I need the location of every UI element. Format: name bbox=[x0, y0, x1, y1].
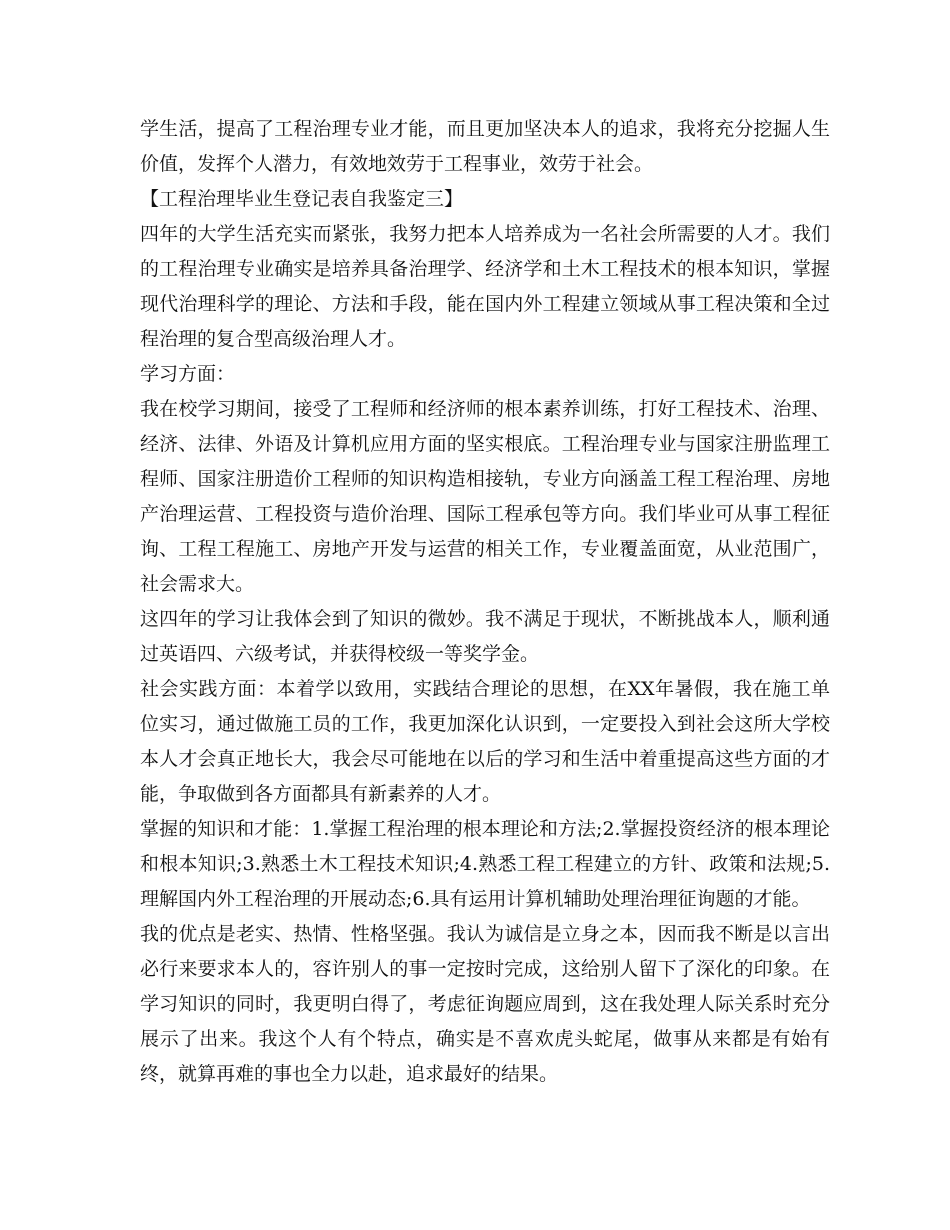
section-heading: 【工程治理毕业生登记表自我鉴定三】 bbox=[140, 188, 464, 210]
paragraph-achievement: 这四年的学习让我体会到了知识的微妙。我不满足于现状，不断挑战本人，顺利通过英语四、六级考试，并获得校级一等奖学金。 bbox=[140, 608, 830, 665]
paragraph-skills: 掌握的知识和才能：1.掌握工程治理的根本理论和方法;2.掌握投资经济的根本理论和根本知识;3.熟悉土木工程技术知识;4.熟悉工程工程建立的方针、政策和法规;5.理解国内外工程治理的开展动态;6.具有运用计算机辅助处理治理征询题的才能。 bbox=[140, 818, 830, 910]
paragraph-strengths: 我的优点是老实、热情、性格坚强。我认为诚信是立身之本，因而我不断是以言出必行来要求本人的，容许别人的事一定按时完成，这给别人留下了深化的印象。在学习知识的同时，我更明白得了，考虑征询题应周到，这在我处理人际关系时充分展示了出来。我这个人有个特点，确实是不喜欢虎头蛇尾，做事从来都是有始有终，就算再难的事也全力以赴，追求最好的结果。 bbox=[140, 923, 830, 1085]
paragraph-1: 学生活，提高了工程治理专业才能，而且更加坚决本人的追求，我将充分挖掘人生价值，发挥个人潜力，有效地效劳于工程事业，效劳于社会。 bbox=[140, 118, 830, 175]
paragraph-practice: 社会实践方面：本着学以致用，实践结合理论的思想，在XX年暑假，我在施工单位实习，通过做施工员的工作，我更加深化认识到，一定要投入到社会这所大学校本人才会真正地长大，我会尽可能地在以后的学习和生活中着重提高这些方面的才能，争取做到各方面都具有新素养的人才。 bbox=[140, 678, 830, 805]
subheading-study: 学习方面： bbox=[140, 363, 236, 385]
paragraph-study: 我在校学习期间，接受了工程师和经济师的根本素养训练，打好工程技术、治理、经济、法律、外语及计算机应用方面的坚实根底。工程治理专业与国家注册监理工程师、国家注册造价工程师的知识构造相接轨，专业方向涵盖工程工程治理、房地产治理运营、工程投资与造价治理、国际工程承包等方向。我们毕业可从事工程征询、工程工程施工、房地产开发与运营的相关工作，专业覆盖面宽，从业范围广，社会需求大。 bbox=[140, 398, 830, 595]
document-body bbox=[140, 112, 830, 1092]
paragraph-intro: 四年的大学生活充实而紧张，我努力把本人培养成为一名社会所需要的人才。我们的工程治理专业确实是培养具备治理学、经济学和土木工程技术的根本知识，掌握现代治理科学的理论、方法和手段，能在国内外工程建立领域从事工程决策和全过程治理的复合型高级治理人才。 bbox=[140, 223, 830, 350]
